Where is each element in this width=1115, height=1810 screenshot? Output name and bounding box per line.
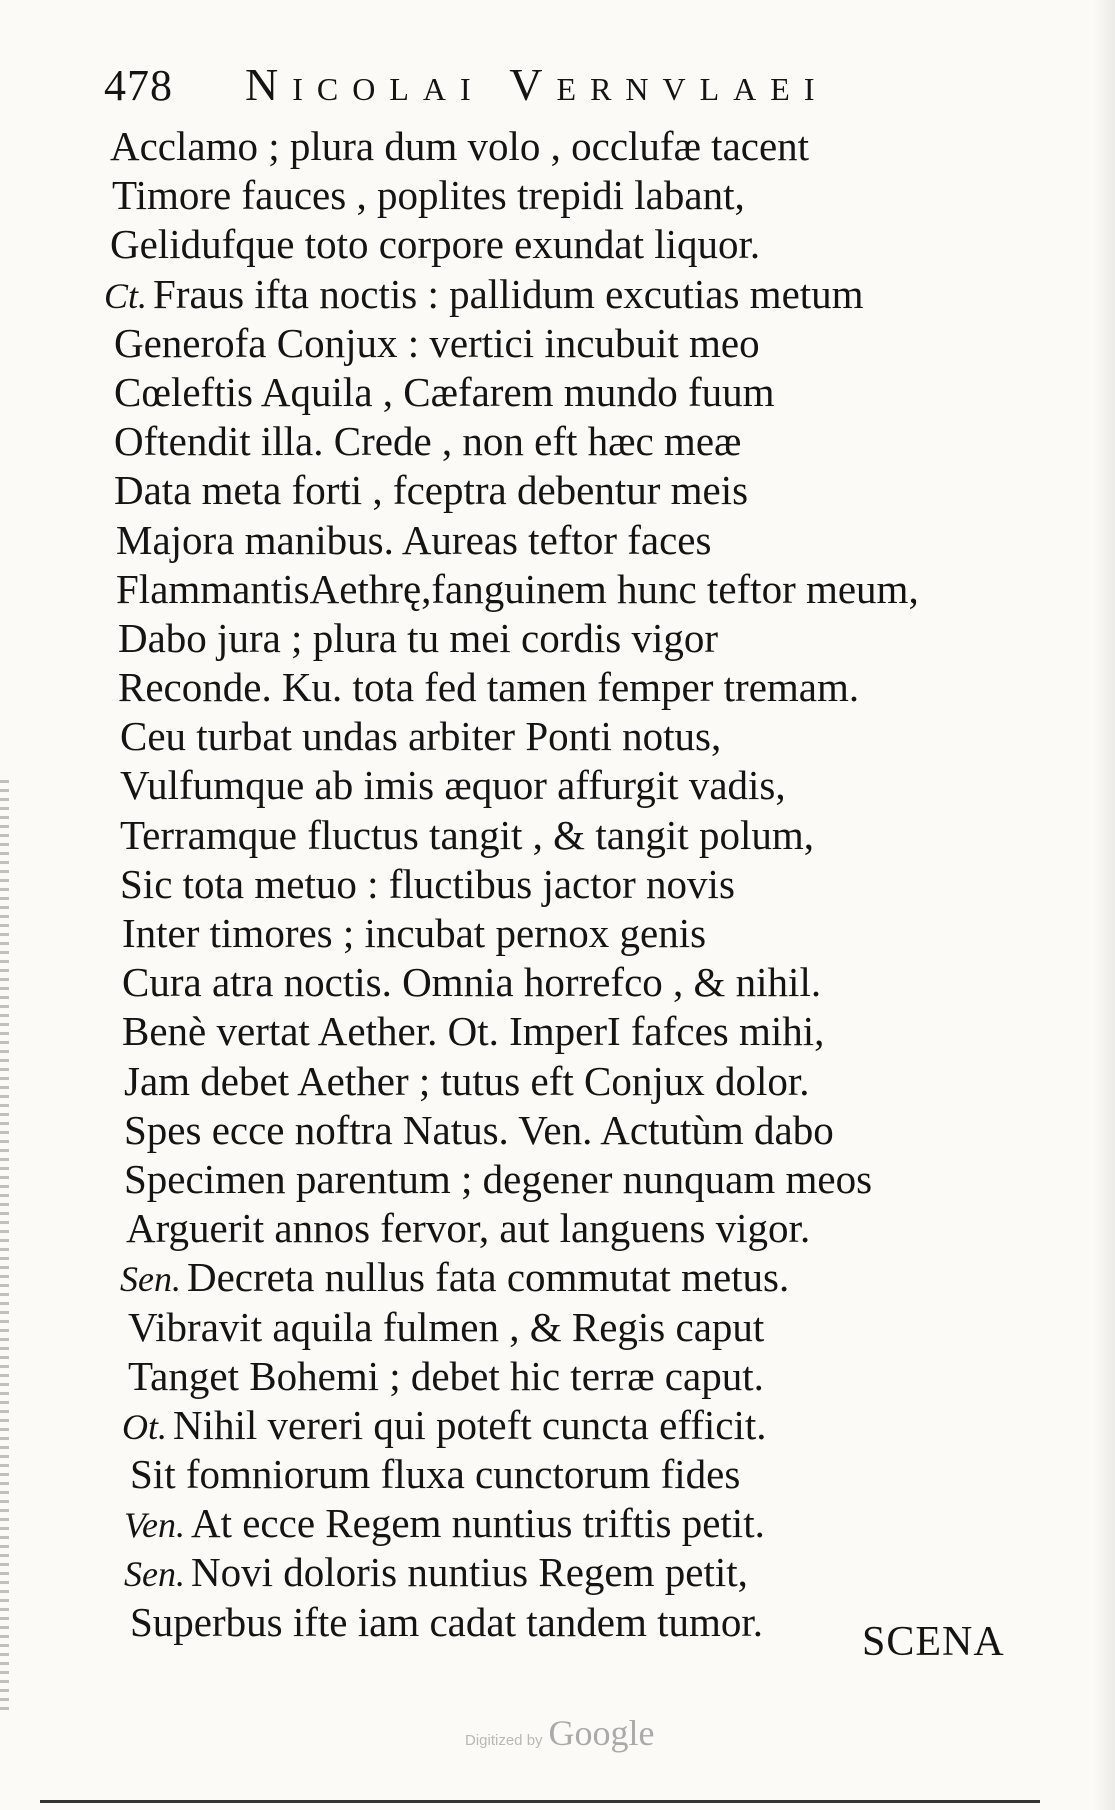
verse-body <box>104 122 1004 1647</box>
verse-text: Cura atra noctis. Omnia horrefco , & nihil. <box>122 959 822 1006</box>
verse-line <box>104 1106 1004 1155</box>
verse-text: Generofa Conjux : vertici incubuit meo <box>114 319 760 366</box>
verse-text: Tanget Bohemi ; debet hic terræ caput. <box>128 1352 764 1399</box>
verse-text: Nihil vereri qui poteft cuncta efficit. <box>173 1401 767 1448</box>
speaker-label: Sen. <box>120 1259 181 1300</box>
speaker-label: Ot. <box>122 1406 167 1447</box>
verse-line <box>104 220 1004 269</box>
bottom-edge-rule <box>40 1800 1040 1803</box>
verse-text: Terramque fluctus tangit , & tangit polum, <box>120 811 814 858</box>
verse-text: Benè vertat Aether. Ot. ImperI fafces mihi, <box>122 1008 825 1055</box>
verse-line <box>104 909 1004 958</box>
verse-line <box>104 860 1004 909</box>
author-heading: Nicolai Vernvlaei <box>245 59 829 110</box>
speaker-label: Ven. <box>124 1505 185 1546</box>
verse-line <box>104 1499 1004 1548</box>
verse-text: Superbus ifte iam cadat tandem tumor. <box>130 1598 764 1645</box>
verse-text: Specimen parentum ; degener nunquam meos <box>124 1155 873 1202</box>
page-edge-marks <box>0 780 9 1710</box>
verse-line <box>104 368 1004 417</box>
verse-text: Fraus ifta noctis : pallidum excutias metum <box>153 270 864 317</box>
verse-text: Sit fomniorum fluxa cunctorum fides <box>130 1451 741 1498</box>
verse-line <box>104 1204 1004 1253</box>
speaker-label: Ct. <box>104 275 148 316</box>
verse-line <box>104 270 1004 319</box>
verse-line <box>104 565 1004 614</box>
verse-line <box>104 1155 1004 1204</box>
verse-text: Timore fauces , poplites trepidi labant, <box>112 172 745 219</box>
verse-line <box>104 663 1004 712</box>
verse-line <box>104 171 1004 220</box>
verse-text: Inter timores ; incubat pernox genis <box>122 910 707 956</box>
verse-text: Reconde. Ku. tota fed tamen femper tremam. <box>118 664 860 711</box>
verse-text: Dabo jura ; plura tu mei cordis vigor <box>118 614 719 661</box>
verse-line <box>104 319 1004 368</box>
verse-text: At ecce Regem nuntius triftis petit. <box>190 1500 765 1547</box>
verse-line <box>104 1303 1004 1352</box>
verse-line <box>104 1548 1004 1597</box>
verse-text: Arguerit annos fervor, aut languens vigor. <box>126 1205 811 1252</box>
verse-text: Novi doloris nuntius Regem petit, <box>190 1549 748 1596</box>
digitization-watermark <box>465 1712 655 1754</box>
verse-line <box>104 1253 1004 1302</box>
verse-text: Acclamo ; plura dum volo , occlufæ tacent <box>110 123 810 169</box>
verse-text: Cœleftis Aquila , Cæfarem mundo fuum <box>114 368 775 415</box>
catchword: SCENA <box>862 1619 1005 1665</box>
page-number: 478 <box>104 61 173 110</box>
verse-text: Oftendit illa. Crede , non eft hæc meæ <box>114 418 742 465</box>
verse-line <box>104 1007 1004 1056</box>
page-gutter-shadow <box>1093 0 1115 1810</box>
verse-line <box>104 1057 1004 1106</box>
verse-line <box>104 122 1004 171</box>
verse-line <box>104 958 1004 1007</box>
verse-line <box>104 761 1004 810</box>
verse-line <box>104 1401 1004 1450</box>
verse-line <box>104 614 1004 663</box>
verse-text: Ceu turbat undas arbiter Ponti notus, <box>120 713 722 760</box>
verse-line <box>104 466 1004 515</box>
verse-text: Decreta nullus fata commutat metus. <box>186 1254 790 1301</box>
verse-line <box>104 712 1004 761</box>
speaker-label: Sen. <box>124 1554 185 1595</box>
verse-line <box>104 1352 1004 1401</box>
verse-line <box>104 1450 1004 1499</box>
verse-line <box>104 516 1004 565</box>
watermark-prefix: Digitized by <box>465 1732 543 1749</box>
verse-text: Jam debet Aether ; tutus eft Conjux dolor. <box>124 1057 810 1104</box>
verse-text: FlammantisAethrę,fanguinem hunc teftor meum, <box>116 565 919 612</box>
verse-text: Data meta forti , fceptra debentur meis <box>114 467 749 514</box>
verse-line <box>104 811 1004 860</box>
verse-text: Majora manibus. Aureas teftor faces <box>116 516 712 563</box>
verse-text: Sic tota metuo : fluctibus jactor novis <box>120 860 735 907</box>
running-head <box>104 58 829 118</box>
verse-text: Vibravit aquila fulmen , & Regis caput <box>128 1303 765 1350</box>
verse-text: Vulfumque ab imis æquor affurgit vadis, <box>120 762 786 809</box>
watermark-logo: Google <box>548 1713 655 1753</box>
verse-text: Spes ecce noftra Natus. Ven. Actutùm dabo <box>124 1106 834 1153</box>
verse-text: Gelidufque toto corpore exundat liquor. <box>110 221 761 268</box>
verse-line <box>104 417 1004 466</box>
